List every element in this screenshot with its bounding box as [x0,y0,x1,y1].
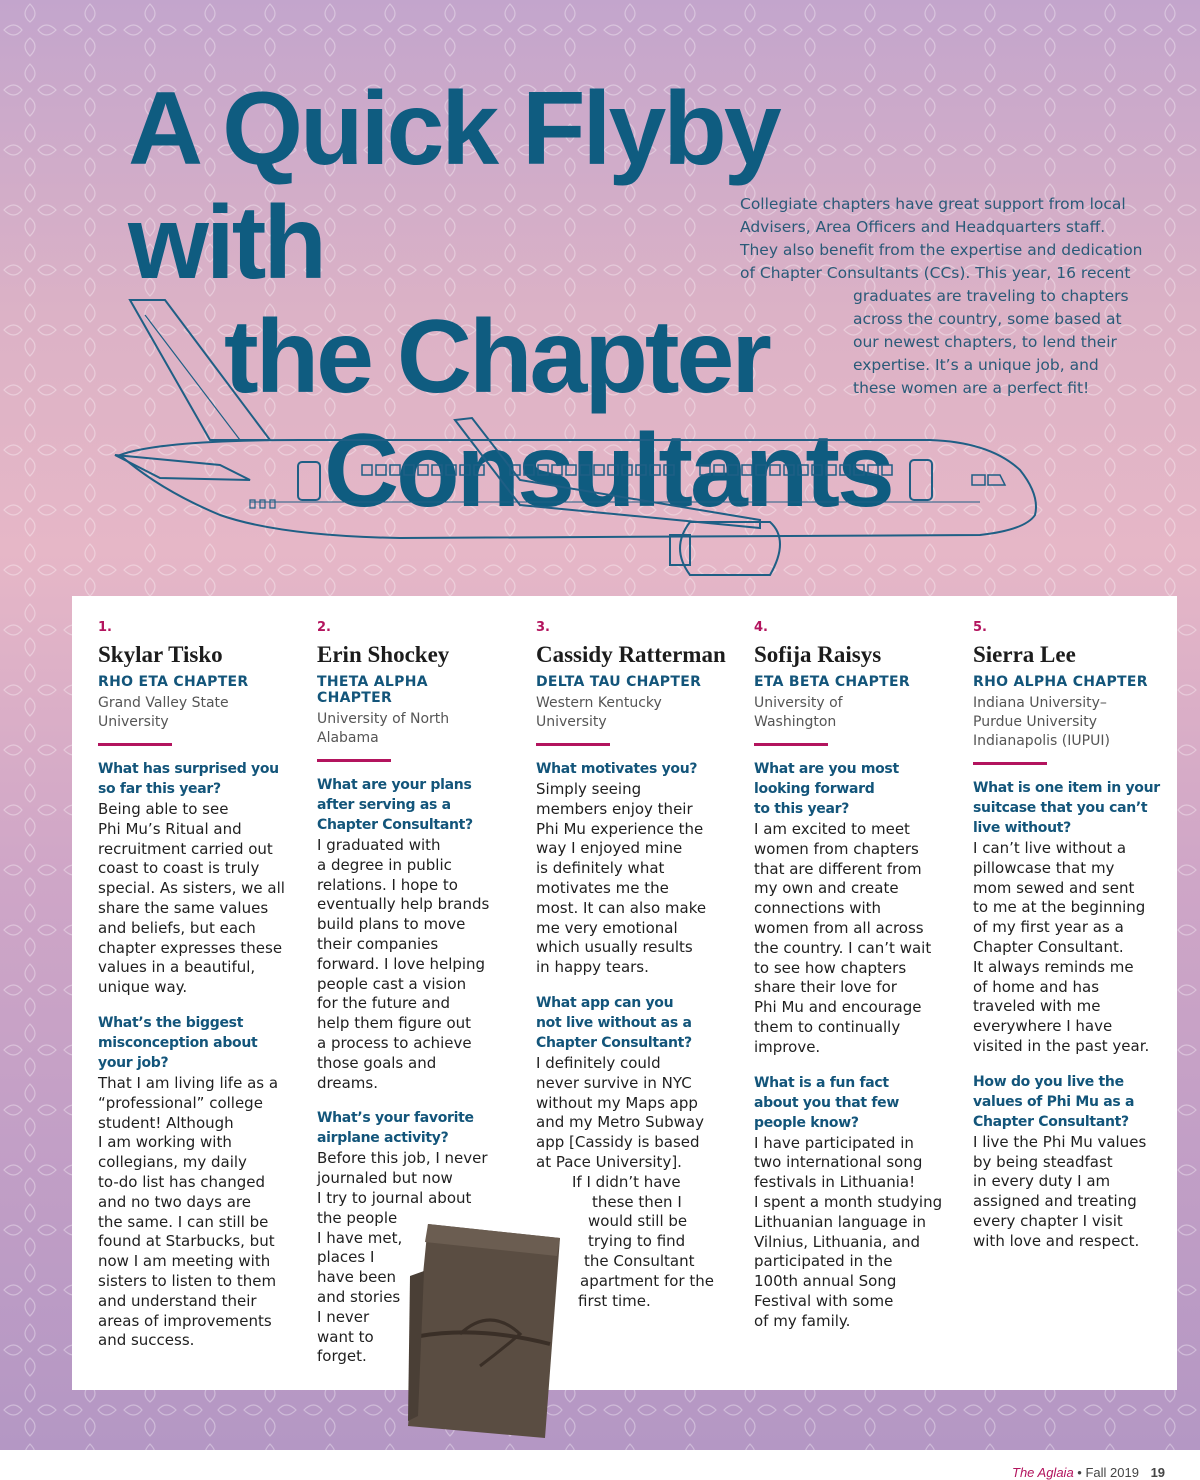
answer-line: of home and has [973,977,1100,996]
answer-line: have been [317,1268,397,1287]
answer-line: of my first year as a [973,918,1124,937]
consultant-column [754,620,944,1347]
school-line: Indianapolis (IUPUI) [973,733,1110,749]
question-line: people know? [754,1114,859,1131]
answer-line: That I am living life as a [98,1073,279,1092]
answer-line: without my Maps app [536,1093,698,1112]
answer-line: women from all across [754,918,924,937]
answer-line: of my family. [754,1311,851,1330]
intro-line: across the country, some based at [853,310,1122,328]
school-name [536,694,726,732]
answer-line: a process to achieve [317,1033,472,1052]
answer-line: that are different from [754,859,922,878]
answer-line: pillowcase that my [973,858,1115,877]
answer-line: way I enjoyed mine [536,839,683,858]
answer-line: app [Cassidy is based [536,1133,700,1152]
question-line: What are you most [754,761,899,777]
interview-question [754,1073,944,1133]
answer-line: traveled with me [973,997,1101,1016]
consultant-name: Erin Shockey [317,642,450,667]
answer-line: help them figure out [317,1014,472,1033]
answer-line: areas of improvements [98,1311,272,1330]
answer-line: If I didn’t have [572,1172,681,1191]
question-line: not live without as a [536,1014,692,1031]
interview-answer [973,1133,1163,1252]
answer-line: found at Starbucks, but [98,1232,275,1251]
school-line: Alabama [317,730,379,746]
answer-line: is definitely what [536,859,665,878]
school-name [317,710,507,748]
issue-date: Fall 2019 [1085,1465,1139,1480]
question-line: What motivates you? [536,761,698,777]
school-line: Western Kentucky [536,695,662,711]
answer-line: would still be [588,1212,688,1231]
answer-line: unique way. [98,978,188,997]
interview-question [536,993,726,1053]
answer-line: I spent a month studying [754,1192,943,1211]
headline-line: A Quick Flyby with [128,71,779,301]
question-line: What is a fun fact [754,1074,889,1091]
answer-line: dreams. [317,1073,378,1092]
interview-question [98,1013,288,1073]
answer-line: Chapter Consultant. [973,937,1124,956]
question-line: Chapter Consultant? [973,1113,1129,1130]
question-line: Chapter Consultant? [536,1034,692,1051]
answer-line: 100th annual Song [754,1272,897,1291]
interview-question [973,1072,1163,1132]
intro-line: graduates are traveling to chapters [853,287,1129,305]
answer-line: I am working with [98,1133,232,1152]
answer-line: women from chapters [754,839,919,858]
answer-line: members enjoy their [536,799,693,818]
divider-rule [317,759,391,762]
answer-line: Festival with some [754,1291,894,1310]
answer-line: student! Although [98,1113,234,1132]
answer-line: journaled but now [317,1169,453,1188]
airplane-illustration [100,290,1060,590]
question-line: What has surprised you [98,761,279,777]
divider-rule [98,743,172,746]
school-line: University [98,714,169,730]
answer-line: places I [317,1248,375,1267]
school-line: Washington [754,714,837,730]
answer-line: connections with [754,899,882,918]
school-line: Purdue University [973,714,1098,730]
answer-line: their companies [317,934,439,953]
chapter-name: RHO ALPHA CHAPTER [973,674,1148,690]
answer-line: the country. I can’t wait [754,938,932,957]
interview-question [973,778,1163,838]
answer-line: visited in the past year. [973,1036,1150,1055]
interview-answer [754,1134,944,1332]
chapter-name: THETA ALPHA CHAPTER [317,674,428,706]
consultant-name: Sierra Lee [973,642,1076,667]
answer-line: improve. [754,1037,821,1056]
answer-line: Simply seeing [536,780,642,798]
answer-line: collegians, my daily [98,1153,247,1172]
answer-line: to see how chapters [754,958,907,977]
answer-line: I can’t live without a [973,839,1127,857]
answer-line: forget. [317,1347,367,1366]
school-name [754,694,944,732]
answer-line: most. It can also make [536,898,707,917]
answer-line: Phi Mu and encourage [754,998,922,1017]
interview-question [536,759,726,779]
question-line: What are your plans [317,777,472,793]
answer-line: I live the Phi Mu values [973,1132,1147,1151]
answer-line: never survive in NYC [536,1073,692,1092]
answer-line: motivates me the [536,878,669,897]
question-line: looking forward [754,781,875,797]
interview-answer [98,800,288,998]
answer-line: people cast a vision [317,974,467,993]
consultant-number: 5. [973,620,987,635]
question-line: live without? [973,820,1071,836]
answer-line: first time. [578,1291,651,1310]
consultant-column [98,620,288,1366]
interview-answer [536,780,726,978]
answer-line: I definitely could [536,1053,661,1072]
answer-line: mom sewed and sent [973,878,1135,897]
school-line: University of North [317,711,450,727]
answer-line: I graduated with [317,836,441,854]
answer-line: the people [317,1208,398,1227]
answer-line: participated in the [754,1252,893,1271]
answer-line: two international song [754,1153,923,1172]
headline-line: the Chapter [224,299,769,415]
answer-line: eventually help brands [317,895,490,914]
answer-line: I have met, [317,1228,403,1247]
divider-rule [754,743,828,746]
interview-question [317,1108,507,1148]
answer-line: and understand their [98,1291,257,1310]
intro-line: our newest chapters, to lend their [853,333,1117,351]
page-footer [1012,1465,1165,1480]
answer-line: It always reminds me [973,957,1134,976]
answer-line: me very emotional [536,918,678,937]
answer-line: chapter expresses these [98,938,283,957]
answer-line: share their love for [754,978,897,997]
answer-line: those goals and [317,1053,437,1072]
answer-line: and my Metro Subway [536,1113,704,1132]
question-line: your job? [98,1054,169,1071]
question-line: airplane activity? [317,1130,449,1147]
answer-line: apartment for the [580,1271,714,1290]
answer-line: and no two days are [98,1192,251,1211]
intro-line: Collegiate chapters have great support from local [740,195,1126,213]
consultant-name: Cassidy Ratterman [536,642,726,667]
question-line: What is one item in your [973,780,1160,796]
chapter-name: RHO ETA CHAPTER [98,674,249,690]
question-line: How do you live the [973,1073,1124,1090]
divider-rule [973,762,1047,765]
interview-answer [317,836,507,1093]
headline-line: Consultants [324,413,892,529]
answer-line: at Pace University]. [536,1152,682,1171]
school-line: University [536,714,607,730]
page-number: 19 [1150,1465,1166,1480]
answer-line: values in a beautiful, [98,958,256,977]
answer-line: assigned and treating [973,1192,1137,1211]
answer-line: special. As sisters, we all [98,879,285,898]
answer-line: in every duty I am [973,1172,1111,1191]
answer-line: Phi Mu experience the [536,819,704,838]
answer-line: Being able to see [98,800,229,818]
answer-line: everywhere I have [973,1017,1113,1036]
answer-line: trying to find [588,1232,686,1251]
school-line: University of [754,695,843,711]
intro-line: Advisers, Area Officers and Headquarters staff. [740,218,1106,236]
answer-line: these then I [592,1192,682,1211]
question-line: about you that few [754,1094,899,1111]
interview-question [317,775,507,835]
answer-line: want to [317,1327,374,1346]
answer-line: with love and respect. [973,1231,1140,1250]
interview-answer [98,1074,288,1351]
answer-line: build plans to move [317,915,466,934]
school-line: Grand Valley State [98,695,229,711]
school-name [973,694,1163,751]
answer-line: now I am meeting with [98,1252,271,1271]
answer-line: Vilnius, Lithuania, and [754,1232,921,1251]
answer-line: to me at the beginning [973,898,1146,917]
leather-journal-image [400,1216,570,1444]
question-line: What’s the biggest [98,1014,244,1031]
magazine-name: The Aglaia [1012,1465,1074,1480]
answer-line: relations. I hope to [317,875,458,894]
question-line: to this year? [754,801,850,817]
intro-line: these women are a perfect fit! [853,379,1090,397]
answer-line: I never [317,1307,370,1326]
answer-line: I try to journal about [317,1188,472,1207]
answer-line: and stories [317,1287,401,1306]
answer-line: to-do list has changed [98,1172,266,1191]
answer-line: my own and create [754,879,899,898]
answer-line: them to continually [754,1017,901,1036]
consultant-number: 2. [317,620,331,635]
answer-line: and success. [98,1331,195,1350]
question-line: What app can you [536,994,674,1011]
consultant-number: 4. [754,620,768,635]
answer-line: I have participated in [754,1133,914,1152]
question-line: Chapter Consultant? [317,817,473,833]
question-line: What’s your favorite [317,1110,474,1127]
answer-line: and beliefs, but each [98,918,256,937]
answer-line: every chapter I visit [973,1211,1123,1230]
consultant-column [973,620,1163,1267]
school-line: Indiana University– [973,695,1107,711]
answer-line: Before this job, I never [317,1149,488,1168]
answer-line: Lithuanian language in [754,1212,927,1231]
consultant-name: Sofija Raisys [754,642,882,667]
question-line: so far this year? [98,781,221,797]
question-line: suitcase that you can’t [973,800,1148,816]
answer-line: by being steadfast [973,1152,1113,1171]
answer-line: I am excited to meet [754,820,910,838]
question-line: misconception about [98,1034,258,1051]
chapter-name: ETA BETA CHAPTER [754,674,910,690]
consultant-number: 3. [536,620,550,635]
interview-answer [754,820,944,1058]
answer-line: Phi Mu’s Ritual and [98,819,242,838]
consultant-number: 1. [98,620,112,635]
interview-question [754,759,944,819]
answer-line: share the same values [98,898,269,917]
answer-line: a degree in public [317,855,452,874]
answer-line: coast to coast is truly [98,859,260,878]
school-name [98,694,288,732]
intro-line: expertise. It’s a unique job, and [853,356,1099,374]
interview-question [98,759,288,799]
divider-rule [536,743,610,746]
answer-line: the Consultant [584,1251,695,1270]
intro-line: of Chapter Consultants (CCs). This year, 16 recent [740,264,1131,282]
intro-line: They also benefit from the expertise and dedication [740,241,1143,259]
answer-line: forward. I love helping [317,954,486,973]
question-line: values of Phi Mu as a [973,1093,1135,1110]
footer-separator: • [1073,1465,1086,1480]
answer-line: the same. I can still be [98,1212,269,1231]
answer-line: “professional” college [98,1093,263,1112]
answer-line: for the future and [317,994,451,1013]
answer-line: festivals in Lithuania! [754,1173,916,1192]
question-line: after serving as a [317,797,451,813]
answer-line: in happy tears. [536,958,649,977]
answer-line: sisters to listen to them [98,1271,277,1290]
answer-line: which usually results [536,938,693,957]
consultant-name: Skylar Tisko [98,642,223,667]
interview-answer [973,839,1163,1057]
chapter-name: DELTA TAU CHAPTER [536,674,702,690]
answer-line: recruitment carried out [98,839,273,858]
